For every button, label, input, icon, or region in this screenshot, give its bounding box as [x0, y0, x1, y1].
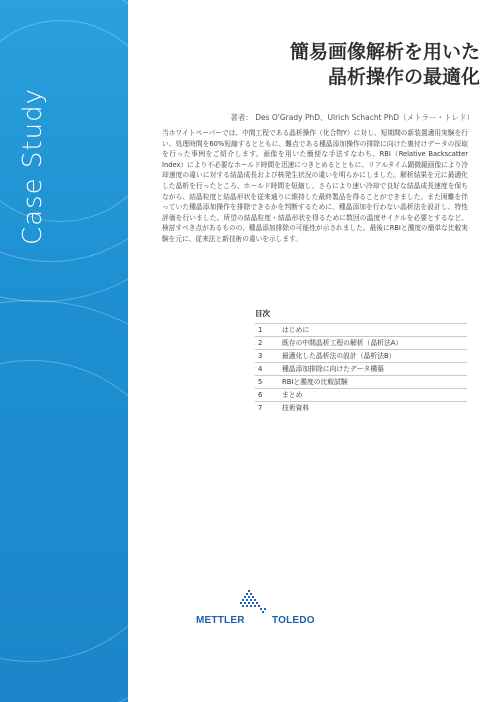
- toc-item-label: 技術資料: [282, 404, 310, 412]
- toc-heading: 目次: [255, 309, 270, 318]
- document-title: [290, 40, 480, 90]
- toc-item-number: 6: [258, 391, 263, 399]
- toc-item-label: 既存の中間晶析工程の解析（晶析法A）: [282, 339, 403, 347]
- logo-text-toledo: TOLEDO: [272, 615, 315, 626]
- toc-item[interactable]: [255, 401, 467, 414]
- title-line-1: 簡易画像解析を用いた: [289, 41, 480, 63]
- abstract-paragraph: 当ホワイトペーパーでは、中間工程である晶析操作（化合物Y）に対し、短期間の新装置適用実験を行い、処理時間を60%短縮するとともに、難点である種晶添加操作の排除に向けた裏付けデータの採取を行った事例をご紹介します。画像を用いた簡便な手法すなわち、RBI（Relative Backscatter Index）により不必要なホールド時間を迅速につきとめるとともに、リアルタイム顕微鏡画像により冷却速度の違いに対する結晶成長および核発生状況の違いを明らかにしました。解析結果を元に最適化した晶析を行ったところ、ホールド時間を短縮し、さらにより速い冷却で良好な結晶成長速度を保ちながら、結晶粒度と結晶形状を従来通りに維持した最終製品を得ることができました。また困難を伴っていた種晶添加操作を排除できるかを判断するために、種晶添加を行わない晶析法を設計し、特性評価を行いました。所望の結晶粒度・結晶形状を得るために数回の温度サイクルを必要とするなど、検討すべき点があるものの、種晶添加排除の可能性が示されました。最後にRBIと濁度の簡単な比較実験を元に、従来法と新技術の違いを示します。: [162, 129, 468, 243]
- authors: 著者： Des O'Grady PhD、Ulrich Schacht PhD（メトラー・トレド）: [230, 113, 474, 122]
- side-band: [0, 0, 128, 702]
- toc-item-number: 4: [258, 365, 263, 373]
- toc-item[interactable]: [255, 349, 467, 362]
- toc-item-number: 2: [258, 339, 263, 347]
- toc-item-label: 種晶添加排除に向けたデータ構築: [282, 365, 384, 373]
- toc-item-label: はじめに: [282, 326, 310, 334]
- logo-mark-icon: [190, 590, 330, 635]
- toc-item-label: RBIと濁度の比較試験: [282, 378, 348, 386]
- logo-text-mettler: METTLER: [196, 615, 245, 626]
- toc-item[interactable]: [255, 375, 467, 388]
- toc-item[interactable]: [255, 336, 467, 349]
- toc-item-number: 7: [258, 404, 263, 412]
- table-of-contents: [255, 308, 467, 414]
- toc-item-number: 1: [258, 326, 263, 334]
- title-line-2: 晶析操作の最適化: [327, 66, 480, 88]
- case-study-label: Case Study: [18, 88, 48, 245]
- toc-item-label: まとめ: [282, 391, 303, 399]
- toc-item[interactable]: [255, 388, 467, 401]
- toc-item-number: 5: [258, 378, 263, 386]
- mettler-toledo-logo: [190, 590, 330, 635]
- toc-item[interactable]: [255, 323, 467, 336]
- toc-item-number: 3: [258, 352, 263, 360]
- toc-item[interactable]: [255, 362, 467, 375]
- toc-item-label: 最適化した晶析法の設計（晶析法B）: [282, 352, 396, 360]
